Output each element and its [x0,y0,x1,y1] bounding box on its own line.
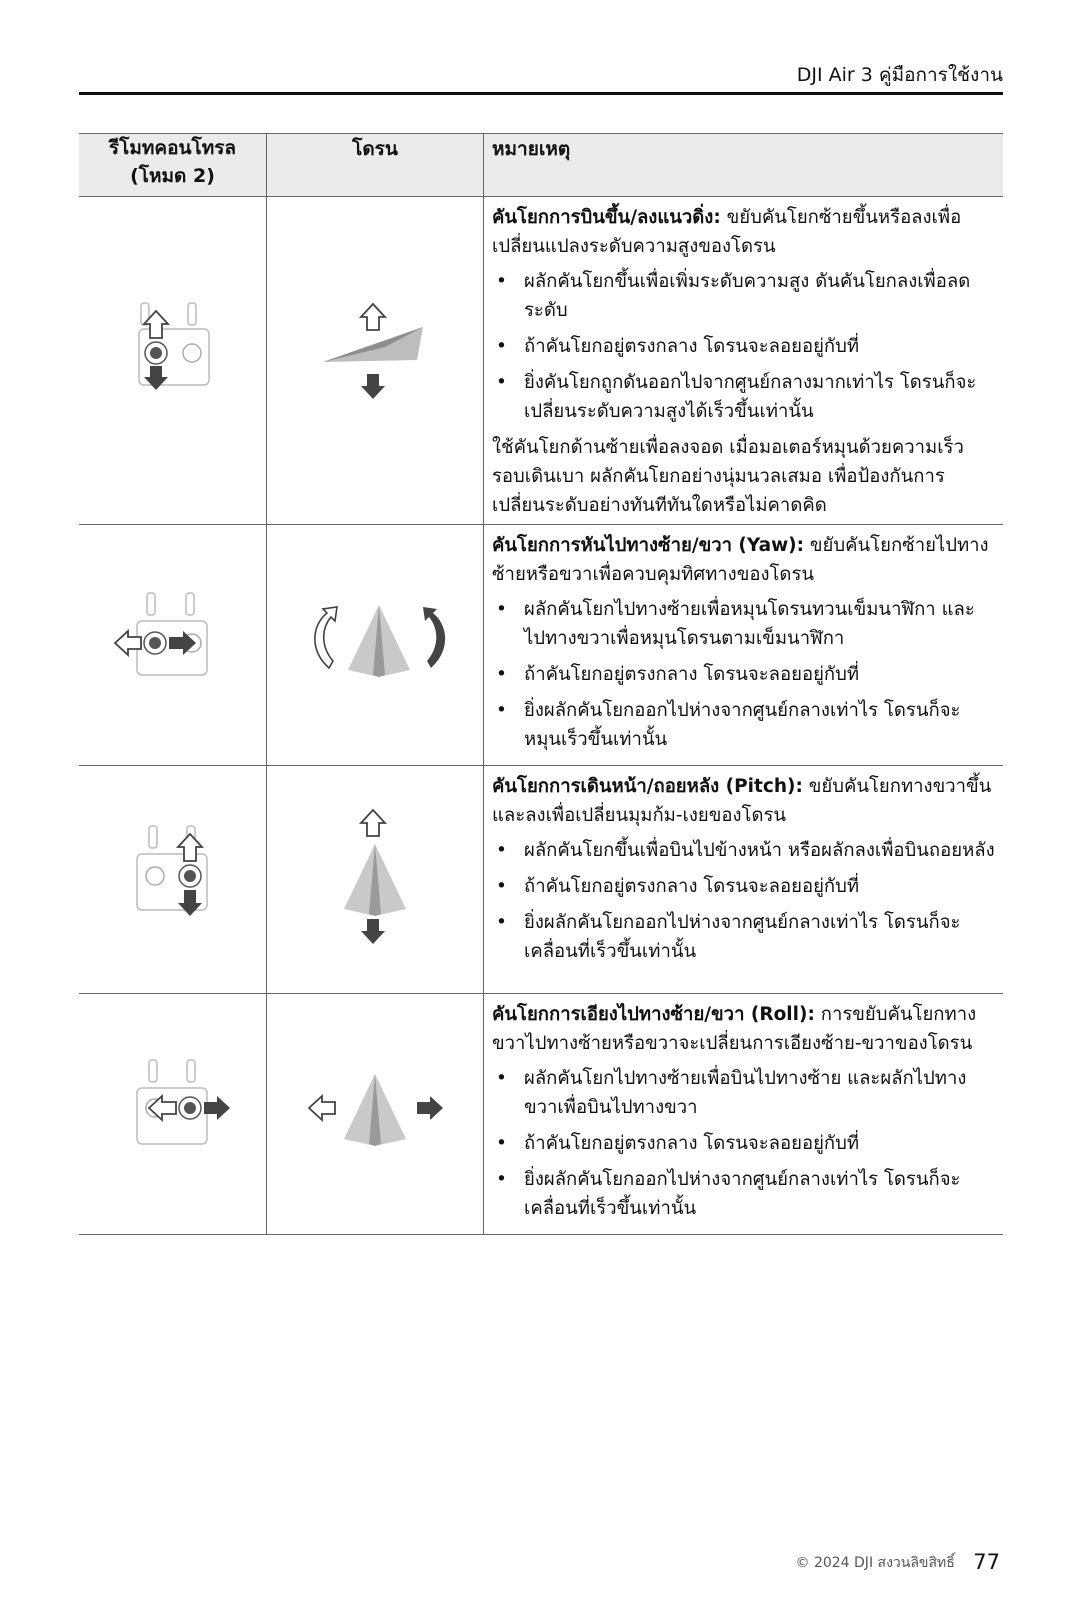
table-header-row [79,134,1003,197]
notes-throttle-intro [492,203,995,261]
drone-illustration-yaw [267,525,484,766]
page-number: 77 [973,1550,1000,1574]
table-row [79,766,1003,994]
list-item: • ถ้าคันโยกอยู่ตรงกลาง โดรนจะลอยอยู่กับที่ [492,660,995,689]
notes-roll-intro [492,1000,995,1058]
notes-roll [484,994,1004,1235]
notes-throttle-tail: ใช้คันโยกด้านซ้ายเพื่อลงจอด เมื่อมอเตอร์หมุนด้วยความเร็วรอบเดินเบา ผลักคันโยกอย่างนุ่มนวลเสมอ เพื่อป้องกันการเปลี่ยนระดับอย่างทันทีทันใดหรือไม่คาดคิด [492,437,964,516]
notes-bullets [492,836,995,966]
remote-pitch-icon [79,766,266,993]
notes-yaw [484,525,1004,766]
notes-bullets [492,267,995,426]
list-item: • ยิ่งผลักคันโยกออกไปห่างจากศูนย์กลางเท่าไร โดรนก็จะเคลื่อนที่เร็วขึ้นเท่านั้น [492,908,995,966]
page-footer [796,1550,1001,1574]
header-brand: DJI Air 3 [796,64,873,86]
list-item: • ยิ่งคันโยกถูกดันออกไปจากศูนย์กลางมากเท่าไร โดรนก็จะเปลี่ยนระดับความสูงได้เร็วขึ้นเท่านั้น [492,368,995,426]
list-item: • ยิ่งผลักคันโยกออกไปห่างจากศูนย์กลางเท่าไร โดรนก็จะหมุนเร็วขึ้นเท่านั้น [492,696,995,754]
notes-desc: การขยับคันโยกทางขวาไปทางซ้ายหรือขวาจะเปลี่ยนการเอียงซ้าย-ขวาของโดรน [492,1004,977,1054]
header-remote-label: รีโมทคอนโทรล (โหมด 2) [108,137,237,187]
notes-lead: คันโยกการบินขึ้น/ลงแนวดิ่ง: [492,207,721,228]
remote-illustration-throttle [79,197,267,525]
controls-table [79,133,1003,1235]
notes-bullets [492,1064,995,1223]
drone-pitch-icon [267,766,483,993]
notes-lead: คันโยกการเดินหน้า/ถอยหลัง (Pitch): [492,776,803,797]
page-header [79,58,1003,95]
table-row [79,525,1003,766]
remote-illustration-roll [79,994,267,1235]
notes-desc: ขยับคันโยกทางขวาขึ้นและลงเพื่อเปลี่ยนมุมก้ม-เงยของโดรน [492,776,992,826]
remote-roll-icon [79,994,266,1221]
remote-throttle-icon [79,197,266,515]
notes-bullets [492,595,995,754]
list-item: • ถ้าคันโยกอยู่ตรงกลาง โดรนจะลอยอยู่กับที่ [492,872,995,901]
header-notes: หมายเหตุ [484,134,1004,197]
notes-yaw-intro [492,531,995,589]
list-item: • ผลักคันโยกไปทางซ้ายเพื่อบินไปทางซ้าย และผลักไปทางขวาเพื่อบินไปทางขวา [492,1064,995,1122]
drone-illustration-roll [267,994,484,1235]
header-title: คู่มือการใช้งาน [878,64,1003,86]
list-item: • ยิ่งผลักคันโยกออกไปห่างจากศูนย์กลางเท่าไร โดรนก็จะเคลื่อนที่เร็วขึ้นเท่านั้น [492,1165,995,1223]
drone-roll-icon [267,994,483,1221]
remote-illustration-yaw [79,525,267,766]
list-item: • ผลักคันโยกไปทางซ้ายเพื่อหมุนโดรนทวนเข็มนาฬิกา และไปทางขวาเพื่อหมุนโดรนตามเข็มนาฬิกา [492,595,995,653]
header-drone: โดรน [267,134,484,197]
drone-yaw-icon [267,525,483,752]
list-item: • ผลักคันโยกขึ้นเพื่อบินไปข้างหน้า หรือผลักลงเพื่อบินถอยหลัง [492,836,995,865]
notes-lead: คันโยกการหันไปทางซ้าย/ขวา (Yaw): [492,535,805,556]
table-row [79,197,1003,525]
remote-illustration-pitch [79,766,267,994]
notes-desc: ขยับคันโยกซ้ายไปทางซ้ายหรือขวาเพื่อควบคุมทิศทางของโดรน [492,535,989,585]
list-item: • ถ้าคันโยกอยู่ตรงกลาง โดรนจะลอยอยู่กับที่ [492,332,995,361]
notes-pitch [484,766,1004,994]
notes-throttle [484,197,1004,525]
notes-lead: คันโยกการเอียงไปทางซ้าย/ขวา (Roll): [492,1004,815,1025]
notes-desc: ขยับคันโยกซ้ายขึ้นหรือลงเพื่อเปลี่ยนแปลงระดับความสูงของโดรน [492,207,962,257]
copyright: © 2024 DJI สงวนลิขสิทธิ์ [795,1555,955,1571]
table-row [79,994,1003,1235]
drone-illustration-throttle [267,197,484,525]
header-remote [79,134,267,197]
drone-throttle-icon [267,197,483,515]
remote-yaw-icon [79,525,266,752]
list-item: • ถ้าคันโยกอยู่ตรงกลาง โดรนจะลอยอยู่กับที่ [492,1129,995,1158]
drone-illustration-pitch [267,766,484,994]
notes-pitch-intro [492,772,995,830]
list-item: • ผลักคันโยกขึ้นเพื่อเพิ่มระดับความสูง ดันคันโยกลงเพื่อลดระดับ [492,267,995,325]
